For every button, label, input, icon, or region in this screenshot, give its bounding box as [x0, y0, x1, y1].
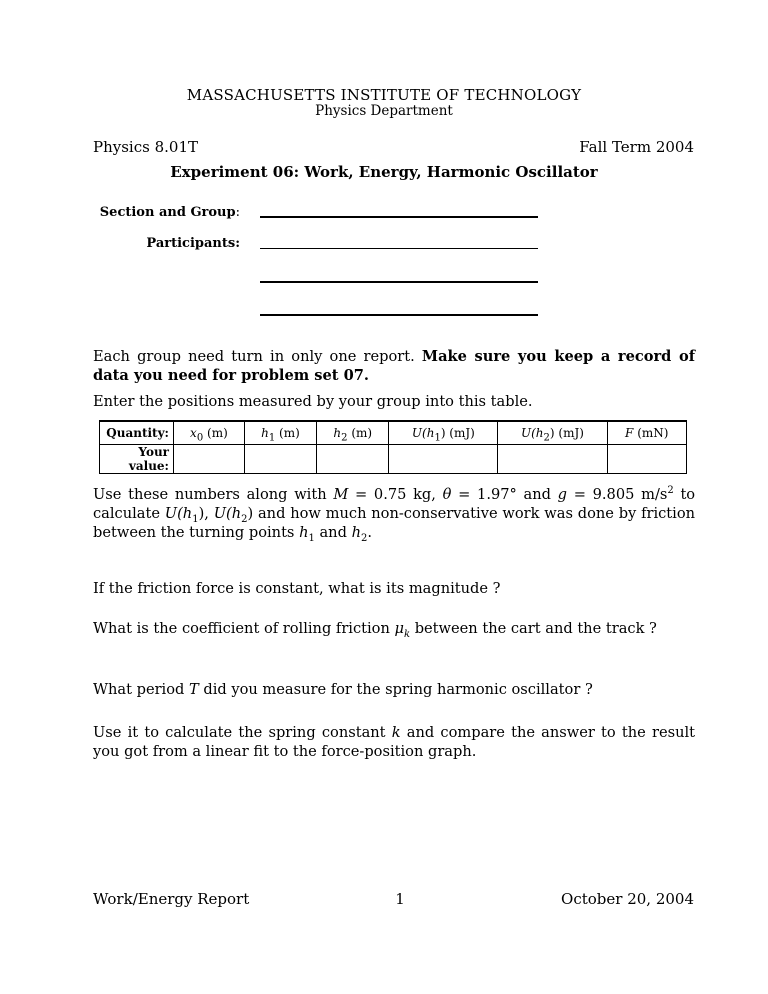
quantity-label: Quantity: — [100, 421, 174, 445]
participants-label: Participants: — [146, 236, 240, 251]
spring-constant-question: Use it to calculate the spring constant k and compare the answer to the result you got from a linear fit to the force-position graph. — [93, 724, 696, 760]
course-code: Physics 8.01T — [93, 138, 198, 156]
rolling-friction-question: What is the coefficient of rolling friction $\mu_k$ between the cart and the track ? — [93, 620, 657, 640]
column-header: $U(h_1)$ (mJ) — [389, 421, 498, 445]
measurement-table — [99, 420, 687, 474]
participant-field-2[interactable] — [260, 281, 538, 283]
table-header-row — [100, 421, 687, 445]
your-value-label: Your value: — [100, 445, 174, 474]
table-instructions: Enter the positions measured by your group into this table. — [93, 393, 533, 410]
section-group-label: Section and Group: — [99, 205, 240, 220]
column-header: $h_1$ (m) — [244, 421, 316, 445]
participant-field-3[interactable] — [260, 314, 538, 316]
friction-question: If the friction force is constant, what is its magnitude ? — [93, 580, 501, 597]
table-value-row — [100, 445, 687, 474]
participant-field-1[interactable] — [260, 248, 538, 249]
page-number: 1 — [395, 890, 405, 908]
section-group-field[interactable] — [260, 216, 538, 218]
value-cell[interactable] — [607, 445, 686, 474]
column-header: $U(h_2)$ (mJ) — [498, 421, 607, 445]
column-header: $h_2$ (m) — [317, 421, 389, 445]
column-header: F (mN) — [607, 421, 686, 445]
value-cell[interactable] — [244, 445, 316, 474]
value-cell[interactable] — [317, 445, 389, 474]
footer-report-name: Work/Energy Report — [93, 890, 250, 908]
value-cell[interactable] — [498, 445, 607, 474]
footer-date: October 20, 2004 — [561, 890, 694, 908]
report-instructions: Each group need turn in only one report. Make sure you keep a record of data you need for problem set 07. — [93, 348, 695, 384]
calculation-instructions: Use these numbers along with M = 0.75 kg, θ = 1.97° and g = 9.805 $m/s^2$ to calculate $U(h_1)$, $U(h_2)$ and how much non-conservative work was done by friction between the turning points $h_1$ and $h_2$. — [93, 485, 696, 544]
experiment-title: Experiment 06: Work, Energy, Harmonic Oscillator — [170, 163, 598, 181]
institution-name: MASSACHUSETTS INSTITUTE OF TECHNOLOGY — [186, 86, 582, 104]
term: Fall Term 2004 — [579, 138, 694, 156]
value-cell[interactable] — [174, 445, 245, 474]
period-question: What period T did you measure for the spring harmonic oscillator ? — [93, 681, 593, 698]
value-cell[interactable] — [389, 445, 498, 474]
column-header: $x_0$ (m) — [174, 421, 245, 445]
department-name: Physics Department — [315, 103, 453, 119]
